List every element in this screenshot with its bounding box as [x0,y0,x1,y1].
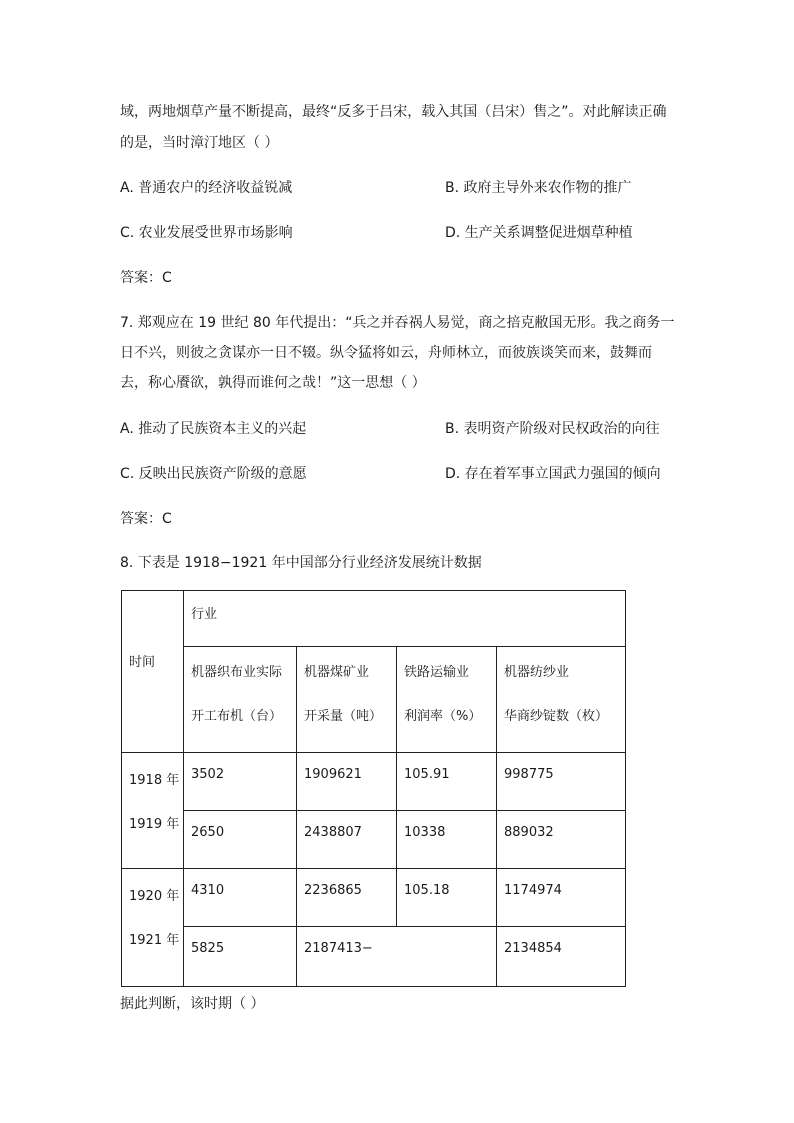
q7-option-a: A. 推动了民族资本主义的兴起 [120,421,307,437]
column-header [497,647,626,753]
question-8-prompt: 据此判断，该时期（ ） [120,996,265,1012]
table-row [122,753,626,811]
column-header-line: 机器煤矿业 [304,665,370,680]
table-cell: 4310 [184,869,297,927]
column-header-line: 利润率（%） [404,709,482,724]
time-header: 时间 [129,655,156,670]
industry-header-cell [184,591,626,647]
year-label: 1919 年 [129,817,180,832]
q6-option-a: A. 普通农户的经济收益锐减 [120,180,293,196]
column-header-line: 开采量（吨） [304,709,383,724]
column-header [184,647,297,753]
table-cell: 889032 [497,811,626,869]
table-cell: 3502 [184,753,297,811]
q6-option-c: C. 农业发展受世界市场影响 [120,225,293,241]
column-header-line: 开工布机（台） [191,709,283,724]
table-cell: 2236865 [297,869,397,927]
q7-option-d: D. 存在着军事立国武力强国的倾向 [445,466,661,482]
column-header [297,647,397,753]
question-8-title: 8. 下表是 1918−1921 年中国部分行业经济发展统计数据 [120,555,482,571]
table-cell: 10338 [397,811,497,869]
column-header-line: 机器纺纱业 [504,665,570,680]
column-header-line: 机器织布业实际 [191,665,283,680]
q6-option-b: B. 政府主导外来农作物的推广 [445,180,632,196]
table-cell: 105.91 [397,753,497,811]
year-label: 1920 年 [129,889,180,904]
question-7-text-line-2: 日不兴，则彼之贪谋亦一日不辍。纵令猛将如云，舟师林立，而彼族谈笑而来，鼓舞而 [120,345,652,361]
table-row [122,927,626,987]
question-6-text-line-2: 的是，当时漳汀地区（ ） [120,135,279,151]
table-cell: 998775 [497,753,626,811]
table-cell: 1909621 [297,753,397,811]
q7-option-b: B. 表明资产阶级对民权政治的向往 [445,421,660,437]
column-header-line: 铁路运输业 [404,665,470,680]
q6-answer: 答案：C [120,270,172,286]
q7-option-c: C. 反映出民族资产阶级的意愿 [120,466,307,482]
q6-option-d: D. 生产关系调整促进烟草种植 [445,225,633,241]
year-label: 1918 年 [129,773,180,788]
statistics-table [121,590,626,987]
table-cell: 5825 [184,927,297,987]
table-row [122,811,626,869]
question-7-text-line-3: 去，称心餍欲，孰得而谁何之哉！”这一思想（ ） [120,375,426,391]
table-row [122,869,626,927]
q7-answer: 答案：C [120,511,172,527]
time-header-cell [122,591,184,753]
industry-header: 行业 [191,607,218,622]
column-header [397,647,497,753]
column-header-line: 华商纱锭数（枚） [504,709,609,724]
question-7-text-line-1: 7. 郑观应在 19 世纪 80 年代提出：“兵之并吞祸人易觉，商之掊克敝国无形。我之商务一 [120,315,675,331]
table-cell: 2650 [184,811,297,869]
year-group-cell [122,869,184,987]
table-cell: 2134854 [497,927,626,987]
question-6-text-line-1: 域，两地烟草产量不断提高，最终“反多于吕宋，载入其国（吕宋）售之”。对此解读正确 [120,104,667,120]
year-group-cell [122,753,184,869]
table-cell: 2438807 [297,811,397,869]
table-cell: 105.18 [397,869,497,927]
year-label: 1921 年 [129,933,180,948]
table-cell: 2187413− [297,927,497,987]
table-cell: 1174974 [497,869,626,927]
